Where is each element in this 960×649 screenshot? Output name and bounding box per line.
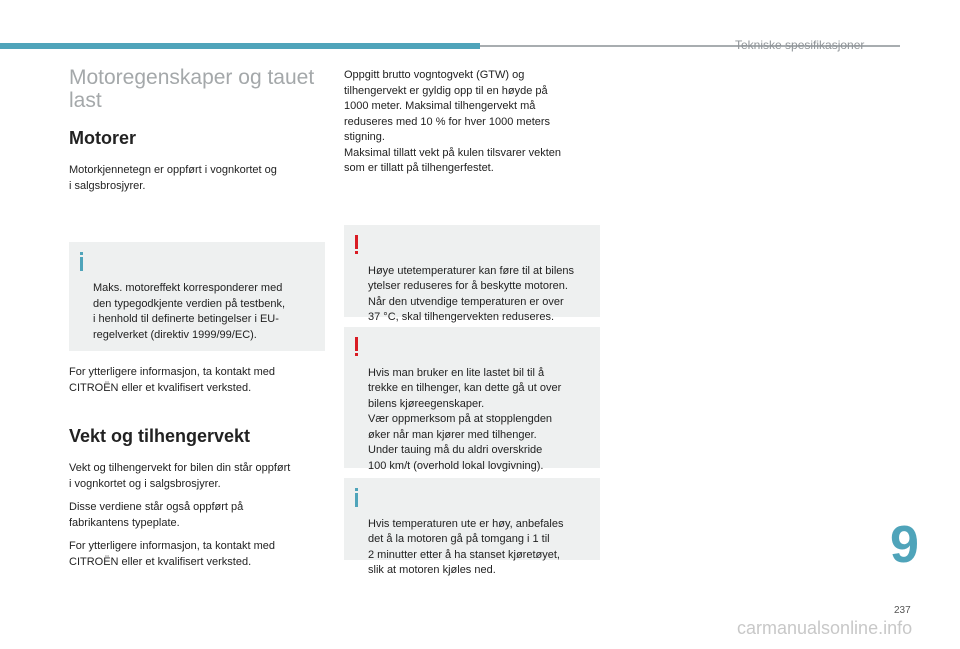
info-icon [353, 488, 363, 510]
warning-note-temperature [344, 225, 600, 323]
warning-note-text-2: Hvis man bruker en lite lastet bil til å trekke en tilhenger, kan dette gå ut over bilens kjøreegenskaper. Vær oppmerksom på at stopplengden øker når man kjører med tilhenger. Under tauing må du aldri overskride 100 km/t (overhold lokal lovgivning). [368, 366, 562, 472]
gtw-text: Oppgitt brutto vogntogvekt (GTW) og tilhengervekt er gyldig opp til en høyde på 1000 meter. Maksimal tilhengervekt må reduseres med 10 % for hver 1000 meters stigning. Maksimal tillatt vekt på kulen tilsvarer vekten som er tillatt på tilhengerfestet. [344, 69, 562, 174]
left-column [69, 66, 325, 578]
warning-icon [353, 337, 363, 359]
info-note-engine [69, 242, 325, 351]
warning-note-text-1: Høye utetemperaturer kan føre til at bilens ytelser reduseres for å beskytte motoren. Når den utvendige temperaturen er over 37 °C, skal tilhengervekten reduseres. [368, 264, 575, 323]
contact-text-1: For ytterligere informasjon, ta kontakt med CITROËN eller et kvalifisert verksted. [69, 366, 276, 394]
warning-note-towing [344, 327, 600, 472]
info-note-idle [344, 478, 600, 576]
info-note-text-2: Hvis temperaturen ute er høy, anbefales det å la motoren gå på tomgang i 1 til 2 minutter etter å ha stanset kjøretøyet, slik at motoren kjøles ned. [368, 517, 564, 576]
page-number: 237 [894, 605, 911, 616]
right-column [344, 68, 600, 576]
header-accent-bar [0, 43, 480, 49]
vekt-text-1: Vekt og tilhengervekt for bilen din står oppført i vognkortet og i salgsbrosjyrer. [69, 462, 291, 490]
chapter-number: 9 [890, 516, 919, 574]
motorer-heading: Motorer [69, 128, 136, 148]
watermark: carmanualsonline.info [737, 618, 913, 638]
info-note-text: Maks. motoreffekt korresponderer med den typegodkjente verdien på testbenk, i henhold til definerte betingelser i EU- regelverket (direktiv 1999/99/EC). [93, 282, 286, 341]
section-title: Motoregenskaper og tauet last [69, 66, 315, 112]
warning-icon [353, 235, 363, 257]
info-icon [78, 252, 88, 274]
vekt-heading: Vekt og tilhengervekt [69, 426, 251, 446]
motorer-text: Motorkjennetegn er oppført i vognkortet og i salgsbrosjyrer. [69, 164, 277, 192]
vekt-text-2: Disse verdiene står også oppført på fabrikantens typeplate. [69, 501, 244, 529]
chapter-title: Tekniske spesifikasjoner [735, 38, 865, 52]
contact-text-2: For ytterligere informasjon, ta kontakt med CITROËN eller et kvalifisert verksted. [69, 540, 276, 568]
